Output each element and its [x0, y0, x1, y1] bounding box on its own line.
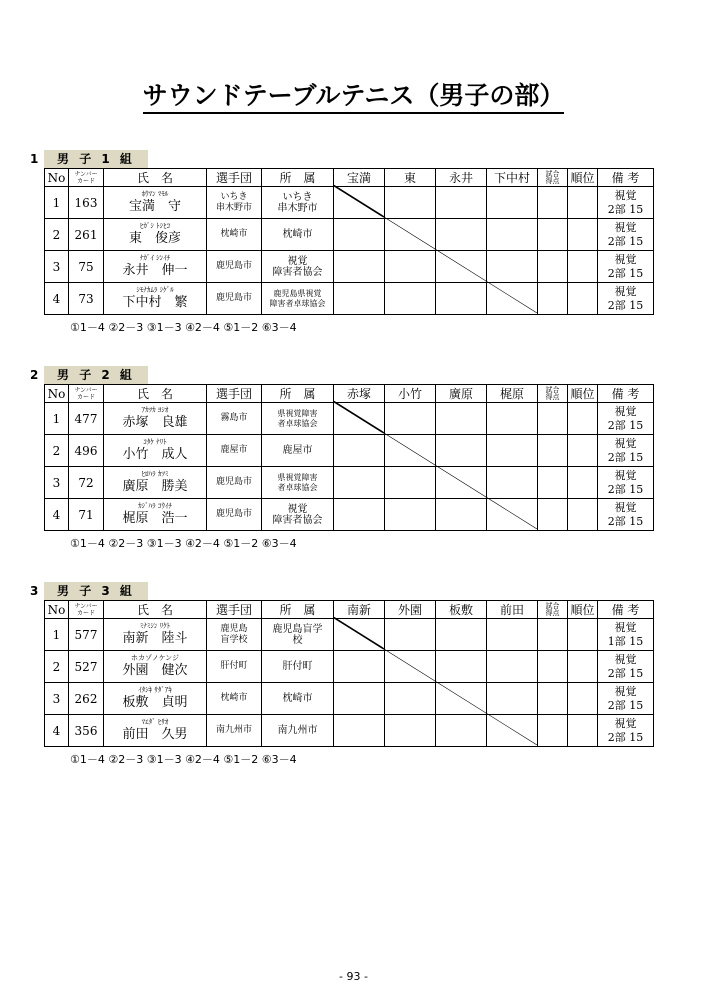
player-name-cell [104, 187, 207, 219]
player-name-cell [104, 251, 207, 283]
header-rank: 順位 [568, 601, 598, 619]
player-kana: ﾎｳﾏﾝ ﾏﾓﾙ [141, 190, 169, 198]
result-cell [436, 219, 487, 251]
table-row [45, 467, 654, 499]
player-name: 東 俊彦 [128, 231, 181, 246]
score-cell [538, 283, 568, 315]
player-affiliation [262, 499, 334, 531]
league-table [44, 168, 654, 315]
header-card [69, 169, 104, 187]
score-cell [538, 219, 568, 251]
player-name-cell [104, 619, 207, 651]
player-no: 2 [45, 651, 69, 683]
player-remarks [598, 619, 654, 651]
player-affiliation-text: 枕崎市 [282, 693, 313, 704]
table-row [45, 715, 654, 747]
player-team-text: 枕崎市 [220, 693, 248, 703]
player-remarks-text: 視覚 2部 15 [607, 684, 644, 712]
player-team-text: 鹿児島市 [215, 261, 252, 271]
player-card: 496 [69, 435, 104, 467]
player-remarks [598, 219, 654, 251]
result-cell [385, 683, 436, 715]
player-name-cell [104, 499, 207, 531]
player-team-text: 枕崎市 [220, 229, 248, 239]
header-card-bottom: カード [76, 393, 95, 401]
player-team-text: いちき 串木野市 [215, 191, 252, 213]
header-row [45, 385, 654, 403]
header-row [45, 169, 654, 187]
player-no: 4 [45, 499, 69, 531]
player-name-cell [104, 715, 207, 747]
player-remarks-text: 視覚 2部 15 [607, 284, 644, 312]
header-card-top: ナンバー [74, 602, 98, 610]
table-row [45, 403, 654, 435]
league-table [44, 384, 654, 531]
table-row [45, 219, 654, 251]
player-kana: ｼﾓﾅｶﾑﾗ ｼｹﾞﾙ [136, 286, 174, 294]
player-team-text: 南九州市 [215, 725, 252, 735]
header-name: 氏 名 [104, 601, 207, 619]
table-row [45, 619, 654, 651]
player-affiliation [262, 651, 334, 683]
result-cell [334, 619, 385, 651]
player-affiliation [262, 283, 334, 315]
result-cell [436, 435, 487, 467]
header-opponent: 東 [385, 169, 436, 187]
result-cell [334, 403, 385, 435]
result-cell [487, 435, 538, 467]
table-row [45, 651, 654, 683]
player-remarks [598, 651, 654, 683]
header-opponent: 永井 [436, 169, 487, 187]
page-number: - 93 - [339, 970, 368, 983]
player-card: 72 [69, 467, 104, 499]
player-kana: ホカゾノケンジ [131, 654, 179, 662]
result-cell [334, 283, 385, 315]
player-name: 永井 伸一 [122, 263, 188, 278]
score-cell [538, 467, 568, 499]
player-no: 3 [45, 467, 69, 499]
player-affiliation-text: 枕崎市 [282, 229, 313, 240]
header-opponent: 赤塚 [334, 385, 385, 403]
league-table [44, 600, 654, 747]
player-remarks [598, 499, 654, 531]
player-name-cell [104, 651, 207, 683]
player-remarks [598, 403, 654, 435]
player-no: 2 [45, 219, 69, 251]
player-no: 3 [45, 683, 69, 715]
player-affiliation [262, 619, 334, 651]
player-kana: ｱｶﾂｶ ﾖｼｵ [141, 406, 169, 414]
player-remarks-text: 視覚 2部 15 [607, 716, 644, 744]
player-affiliation [262, 187, 334, 219]
player-name: 板敷 貞明 [122, 695, 188, 710]
header-score-bottom: 得点 [545, 176, 560, 185]
header-score [538, 601, 568, 619]
player-name: 小竹 成人 [122, 447, 188, 462]
header-score-top: 試合 [545, 169, 560, 178]
result-cell [334, 499, 385, 531]
player-affiliation-text: 県視覚障害 者卓球協会 [277, 472, 318, 492]
player-remarks [598, 683, 654, 715]
match-order: ①1－4 ②2－3 ③1－3 ④2－4 ⑤1－2 ⑥3－4 [70, 321, 297, 334]
score-cell [538, 651, 568, 683]
player-name-cell [104, 403, 207, 435]
result-cell [334, 435, 385, 467]
player-remarks-text: 視覚 2部 15 [607, 404, 644, 432]
table-row [45, 187, 654, 219]
result-cell [487, 251, 538, 283]
table-row [45, 435, 654, 467]
result-cell [334, 651, 385, 683]
header-remarks: 備 考 [598, 169, 654, 187]
score-cell [538, 683, 568, 715]
score-cell [538, 619, 568, 651]
group-header [30, 150, 690, 168]
result-cell [334, 219, 385, 251]
player-team-text: 肝付町 [220, 661, 248, 671]
group-number: 1 [30, 152, 39, 166]
result-cell [385, 435, 436, 467]
result-cell [487, 467, 538, 499]
header-opponent: 前田 [487, 601, 538, 619]
result-cell [334, 187, 385, 219]
result-cell [334, 683, 385, 715]
player-remarks [598, 187, 654, 219]
result-cell [487, 403, 538, 435]
player-team [207, 651, 262, 683]
player-card: 261 [69, 219, 104, 251]
player-affiliation [262, 467, 334, 499]
player-name: 外園 健次 [122, 663, 188, 678]
result-cell [436, 283, 487, 315]
page-title-text: サウンドテーブルテニス（男子の部） [143, 81, 565, 114]
player-kana: ﾏｴﾀﾞ ﾋｻｵ [141, 718, 169, 726]
player-affiliation-text: 県視覚障害 者卓球協会 [277, 408, 318, 428]
header-remarks: 備 考 [598, 601, 654, 619]
player-name: 宝満 守 [128, 199, 181, 214]
player-affiliation-text: 視覚 障害者協会 [272, 255, 323, 278]
result-cell [487, 651, 538, 683]
header-card-top: ナンバー [74, 386, 98, 394]
player-name: 廣原 勝美 [122, 479, 188, 494]
match-order: ①1－4 ②2－3 ③1－3 ④2－4 ⑤1－2 ⑥3－4 [70, 753, 297, 766]
header-score [538, 385, 568, 403]
player-kana: ﾅｶﾞｲ ｼﾝｲﾁ [139, 254, 171, 262]
player-team-text: 鹿屋市 [220, 445, 248, 455]
result-cell [487, 683, 538, 715]
result-cell [436, 715, 487, 747]
player-no: 4 [45, 283, 69, 315]
player-name-cell [104, 683, 207, 715]
header-opponent: 南新 [334, 601, 385, 619]
result-cell [385, 467, 436, 499]
header-opponent: 板敷 [436, 601, 487, 619]
player-name: 下中村 繁 [122, 295, 188, 310]
player-card: 356 [69, 715, 104, 747]
player-remarks [598, 251, 654, 283]
result-cell [487, 619, 538, 651]
player-remarks-text: 視覚 2部 15 [607, 468, 644, 496]
player-name: 赤塚 良雄 [122, 415, 188, 430]
header-score-top: 試合 [545, 601, 560, 610]
result-cell [385, 219, 436, 251]
player-team [207, 403, 262, 435]
result-cell [385, 187, 436, 219]
rank-cell [568, 467, 598, 499]
header-opponent: 廣原 [436, 385, 487, 403]
header-no: No [45, 601, 69, 619]
player-team-text: 鹿児島 盲学校 [220, 623, 248, 645]
header-name: 氏 名 [104, 169, 207, 187]
player-name: 南新 陸斗 [122, 631, 188, 646]
result-cell [334, 251, 385, 283]
header-no: No [45, 385, 69, 403]
rank-cell [568, 715, 598, 747]
player-no: 4 [45, 715, 69, 747]
header-rank: 順位 [568, 169, 598, 187]
player-card: 163 [69, 187, 104, 219]
result-cell [436, 403, 487, 435]
player-remarks-text: 視覚 2部 15 [607, 500, 644, 528]
result-cell [487, 715, 538, 747]
result-cell [436, 619, 487, 651]
player-name-cell [104, 435, 207, 467]
player-team [207, 219, 262, 251]
player-card: 527 [69, 651, 104, 683]
group-label: 男 子 1 組 [44, 150, 148, 168]
score-cell [538, 499, 568, 531]
player-affiliation-text: 南九州市 [277, 725, 318, 736]
rank-cell [568, 219, 598, 251]
result-cell [436, 651, 487, 683]
player-card: 71 [69, 499, 104, 531]
player-no: 1 [45, 187, 69, 219]
player-remarks [598, 467, 654, 499]
player-team [207, 715, 262, 747]
result-cell [385, 499, 436, 531]
group-header [30, 582, 690, 600]
score-cell [538, 187, 568, 219]
player-kana: ﾋｶﾞｼ ﾄｼﾋｺ [139, 222, 171, 230]
player-kana: ｲﾀｼｷ ｻﾀﾞｱｷ [138, 686, 172, 694]
table-row [45, 251, 654, 283]
header-card [69, 601, 104, 619]
result-cell [385, 651, 436, 683]
header-team: 選手団 [207, 169, 262, 187]
group-number: 3 [30, 584, 39, 598]
result-cell [385, 715, 436, 747]
rank-cell [568, 283, 598, 315]
rank-cell [568, 683, 598, 715]
rank-cell [568, 403, 598, 435]
result-cell [385, 283, 436, 315]
player-affiliation-text: 鹿児島盲学 校 [272, 623, 323, 646]
player-affiliation-text: 鹿屋市 [282, 445, 313, 456]
player-name-cell [104, 219, 207, 251]
player-team [207, 683, 262, 715]
result-cell [334, 467, 385, 499]
header-row [45, 601, 654, 619]
player-team-text: 霧島市 [220, 413, 248, 423]
group-label: 男 子 2 組 [44, 366, 148, 384]
rank-cell [568, 435, 598, 467]
player-kana: ｶｼﾞﾊﾗ ｺｳｲﾁ [138, 502, 172, 510]
player-card: 262 [69, 683, 104, 715]
player-affiliation-text: いちき 串木野市 [277, 191, 318, 214]
header-affiliation: 所 属 [262, 169, 334, 187]
player-team-text: 鹿児島市 [215, 293, 252, 303]
header-card-bottom: カード [76, 609, 95, 617]
player-kana: ﾐﾅﾐｼﾝ ﾘｸﾄ [139, 622, 171, 630]
header-name: 氏 名 [104, 385, 207, 403]
player-affiliation [262, 435, 334, 467]
header-affiliation: 所 属 [262, 601, 334, 619]
player-remarks [598, 435, 654, 467]
player-team-text: 鹿児島市 [215, 509, 252, 519]
result-cell [487, 283, 538, 315]
player-remarks-text: 視覚 2部 15 [607, 436, 644, 464]
player-card: 477 [69, 403, 104, 435]
player-card: 75 [69, 251, 104, 283]
player-team [207, 283, 262, 315]
group-block [30, 582, 690, 782]
player-team [207, 467, 262, 499]
player-remarks-text: 視覚 2部 15 [607, 188, 644, 216]
player-affiliation [262, 219, 334, 251]
player-affiliation-text: 視覚 障害者協会 [272, 503, 323, 526]
header-rank: 順位 [568, 385, 598, 403]
player-kana: ｺﾀｹ ﾅﾘﾄ [143, 438, 167, 446]
header-card [69, 385, 104, 403]
result-cell [436, 251, 487, 283]
result-cell [487, 219, 538, 251]
result-cell [436, 683, 487, 715]
header-remarks: 備 考 [598, 385, 654, 403]
header-opponent: 梶原 [487, 385, 538, 403]
player-name-cell [104, 283, 207, 315]
rank-cell [568, 251, 598, 283]
player-no: 2 [45, 435, 69, 467]
player-remarks-text: 視覚 2部 15 [607, 220, 644, 248]
result-cell [385, 403, 436, 435]
result-cell [436, 187, 487, 219]
result-cell [385, 251, 436, 283]
player-affiliation [262, 403, 334, 435]
player-no: 1 [45, 403, 69, 435]
table-row [45, 499, 654, 531]
header-card-bottom: カード [76, 177, 95, 185]
score-cell [538, 403, 568, 435]
group-number: 2 [30, 368, 39, 382]
player-team [207, 499, 262, 531]
header-team: 選手団 [207, 385, 262, 403]
rank-cell [568, 619, 598, 651]
table-row [45, 283, 654, 315]
result-cell [487, 187, 538, 219]
header-score-bottom: 得点 [545, 608, 560, 617]
player-team [207, 251, 262, 283]
group-label: 男 子 3 組 [44, 582, 148, 600]
result-cell [334, 715, 385, 747]
player-name-cell [104, 467, 207, 499]
result-cell [436, 467, 487, 499]
header-opponent: 外園 [385, 601, 436, 619]
player-affiliation-text: 鹿児島県視覚 障害者卓球協会 [269, 288, 326, 308]
player-no: 3 [45, 251, 69, 283]
score-cell [538, 435, 568, 467]
header-score [538, 169, 568, 187]
player-remarks-text: 視覚 1部 15 [607, 620, 644, 648]
player-kana: ﾋﾛﾊﾗ ｶﾂﾐ [141, 470, 169, 478]
header-score-top: 試合 [545, 385, 560, 394]
page-title [0, 76, 707, 112]
header-opponent: 下中村 [487, 169, 538, 187]
rank-cell [568, 499, 598, 531]
result-cell [487, 499, 538, 531]
player-no: 1 [45, 619, 69, 651]
header-team: 選手団 [207, 601, 262, 619]
match-order: ①1－4 ②2－3 ③1－3 ④2－4 ⑤1－2 ⑥3－4 [70, 537, 297, 550]
player-affiliation [262, 251, 334, 283]
header-no: No [45, 169, 69, 187]
result-cell [385, 619, 436, 651]
player-name: 梶原 浩一 [122, 511, 188, 526]
player-team-text: 鹿児島市 [215, 477, 252, 487]
player-name: 前田 久男 [122, 727, 188, 742]
player-team [207, 187, 262, 219]
player-remarks-text: 視覚 2部 15 [607, 252, 644, 280]
player-affiliation [262, 715, 334, 747]
header-opponent: 小竹 [385, 385, 436, 403]
player-remarks [598, 715, 654, 747]
rank-cell [568, 187, 598, 219]
player-affiliation [262, 683, 334, 715]
player-card: 73 [69, 283, 104, 315]
score-cell [538, 251, 568, 283]
header-score-bottom: 得点 [545, 392, 560, 401]
group-block [30, 366, 690, 566]
player-team [207, 619, 262, 651]
player-team [207, 435, 262, 467]
player-card: 577 [69, 619, 104, 651]
header-card-top: ナンバー [74, 170, 98, 178]
rank-cell [568, 651, 598, 683]
player-affiliation-text: 肝付町 [282, 661, 313, 672]
player-remarks-text: 視覚 2部 15 [607, 652, 644, 680]
table-row [45, 683, 654, 715]
header-opponent: 宝満 [334, 169, 385, 187]
group-block [30, 150, 690, 350]
result-cell [436, 499, 487, 531]
group-header [30, 366, 690, 384]
score-cell [538, 715, 568, 747]
player-remarks [598, 283, 654, 315]
header-affiliation: 所 属 [262, 385, 334, 403]
